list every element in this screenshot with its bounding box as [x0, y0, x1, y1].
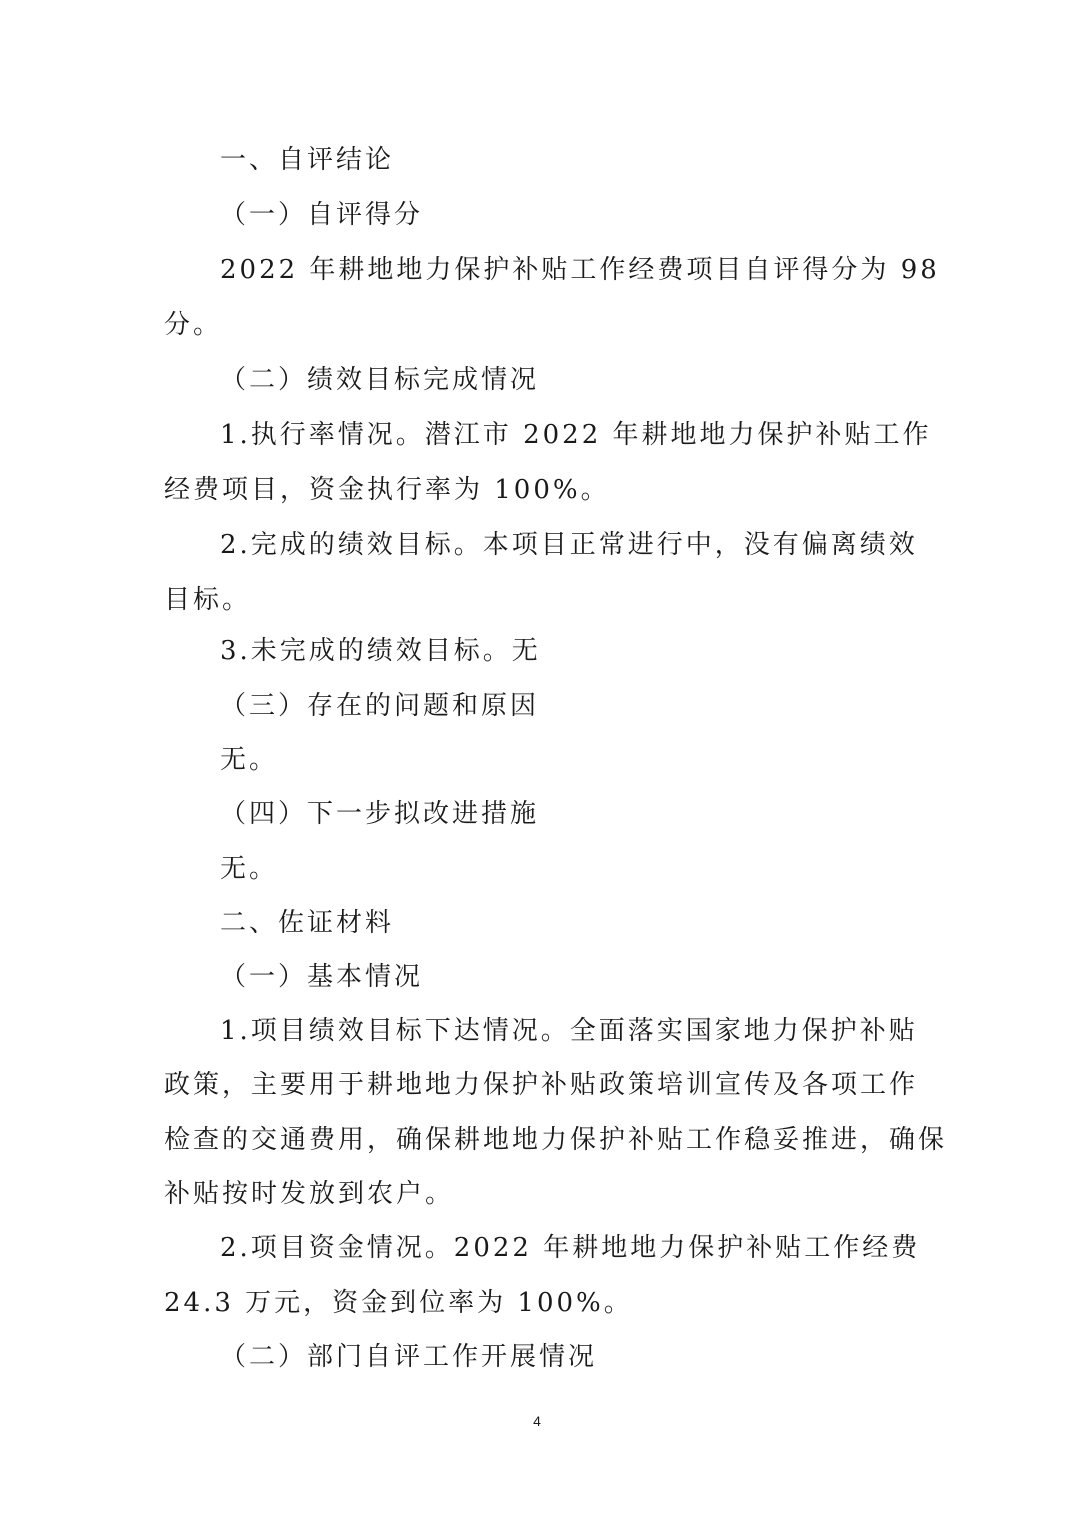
- subheading-department-self-evaluation: （二）部门自评工作开展情况: [220, 1342, 598, 1372]
- page-number: 4: [533, 1413, 541, 1429]
- paragraph-score-line-1: 2022 年耕地地力保护补贴工作经费项目自评得分为 98: [220, 255, 940, 285]
- subheading-performance-goals: （二）绩效目标完成情况: [220, 365, 540, 395]
- paragraph-goals-issued-line-2: 政策，主要用于耕地地力保护补贴政策培训宣传及各项工作: [164, 1070, 919, 1100]
- paragraph-execution-rate-line-2: 经费项目，资金执行率为 100%。: [164, 475, 610, 505]
- paragraph-problems-none: 无。: [220, 745, 279, 775]
- section-heading-supporting-materials: 二、佐证材料: [220, 908, 395, 938]
- section-heading-self-evaluation-conclusion: 一、自评结论: [220, 145, 395, 175]
- paragraph-measures-none: 无。: [220, 854, 279, 884]
- subheading-self-evaluation-score: （一）自评得分: [220, 200, 424, 230]
- paragraph-goals-issued-line-4: 补贴按时发放到农户。: [164, 1179, 455, 1209]
- paragraph-execution-rate-line-1: 1.执行率情况。潜江市 2022 年耕地地力保护补贴工作: [220, 420, 932, 450]
- paragraph-goals-issued-line-3: 检查的交通费用，确保耕地地力保护补贴工作稳妥推进，确保: [164, 1125, 948, 1155]
- paragraph-funding-line-2: 24.3 万元，资金到位率为 100%。: [164, 1288, 633, 1318]
- paragraph-completed-goals-line-1: 2.完成的绩效目标。本项目正常进行中，没有偏离绩效: [220, 530, 918, 560]
- paragraph-completed-goals-line-2: 目标。: [164, 585, 252, 615]
- paragraph-score-line-2: 分。: [164, 310, 223, 340]
- subheading-improvement-measures: （四）下一步拟改进措施: [220, 799, 540, 829]
- paragraph-funding-line-1: 2.项目资金情况。2022 年耕地地力保护补贴工作经费: [220, 1233, 921, 1263]
- paragraph-uncompleted-goals: 3.未完成的绩效目标。无: [220, 636, 541, 666]
- subheading-problems-causes: （三）存在的问题和原因: [220, 691, 540, 721]
- paragraph-goals-issued-line-1: 1.项目绩效目标下达情况。全面落实国家地力保护补贴: [220, 1016, 918, 1046]
- subheading-basic-info: （一）基本情况: [220, 962, 424, 992]
